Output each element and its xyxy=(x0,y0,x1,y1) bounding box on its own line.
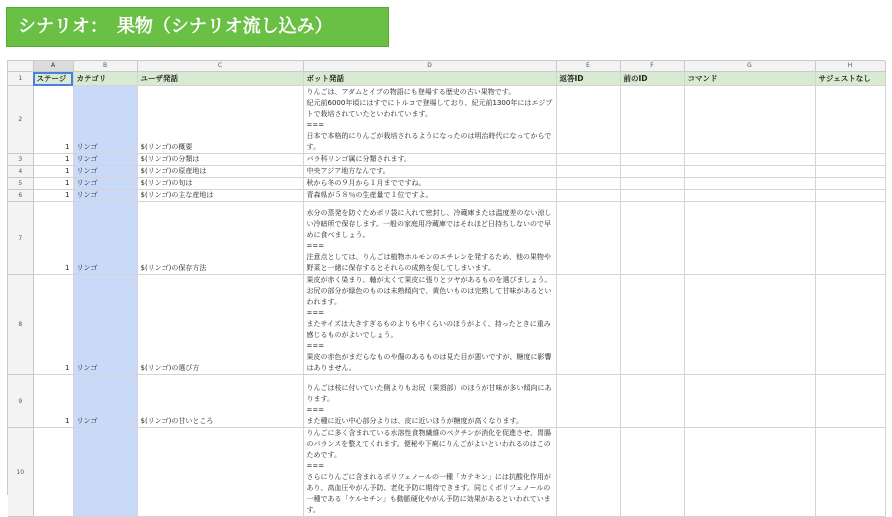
row-number[interactable]: 2 xyxy=(8,86,33,154)
bot-utterance-cell[interactable]: バラ科リンゴ属に分類されます。 xyxy=(303,154,556,166)
column-header-g[interactable]: G xyxy=(684,61,815,72)
previous-id-cell[interactable] xyxy=(620,190,684,202)
no-suggest-cell[interactable] xyxy=(815,190,885,202)
reply-id-cell[interactable] xyxy=(556,428,620,517)
category-cell[interactable]: リンゴ xyxy=(73,154,137,166)
reply-id-cell[interactable] xyxy=(556,86,620,154)
header-cell-bot-utterance[interactable]: ボット発話 xyxy=(303,72,556,86)
column-header-f[interactable]: F xyxy=(620,61,684,72)
bot-utterance-cell[interactable]: 水分の蒸発を防ぐためポリ袋に入れて密封し、冷蔵庫または温度差のない涼しい冷暗所で保存します。一般の家庭用冷蔵庫ではそれほど日持ちしないので早めに食べましょう。 === 注意点としては、りんごは植物ホルモンのエチレンを発するため、他の果物や野菜と一緒に保存するとそれらの成熟を促してしまいます。 xyxy=(303,202,556,275)
stage-cell[interactable]: 1 xyxy=(33,154,73,166)
user-utterance-cell[interactable]: $(リンゴ)の甘いところ xyxy=(137,375,303,428)
header-cell-command[interactable]: コマンド xyxy=(684,72,815,86)
stage-cell[interactable]: 1 xyxy=(33,86,73,154)
stage-cell[interactable]: 1 xyxy=(33,202,73,275)
row-number[interactable]: 8 xyxy=(8,275,33,375)
previous-id-cell[interactable] xyxy=(620,275,684,375)
column-header-e[interactable]: E xyxy=(556,61,620,72)
no-suggest-cell[interactable] xyxy=(815,86,885,154)
header-cell-reply-id[interactable]: 返答ID xyxy=(556,72,620,86)
row-number[interactable]: 1 xyxy=(8,72,33,86)
previous-id-cell[interactable] xyxy=(620,202,684,275)
no-suggest-cell[interactable] xyxy=(815,275,885,375)
category-cell[interactable]: リンゴ xyxy=(73,375,137,428)
user-utterance-cell[interactable]: $(リンゴ)の分類は xyxy=(137,154,303,166)
no-suggest-cell[interactable] xyxy=(815,166,885,178)
command-cell[interactable] xyxy=(684,275,815,375)
bot-utterance-cell[interactable]: 果皮が赤く染まり、軸が太くて果皮に張りとツヤがあるものを選びましょう。お尻の部分が緑色のものは未熟傾向で、黄色いものは完熟して甘味があるといわれます。 === またサイズは大きすぎるものよりも中くらいのほうがよく、持ったときに重み感じるものがよいでしょう。 === 果皮の赤色がまだらなものや傷のあるものは見た目が悪いですが、糖度に影響はありません。 xyxy=(303,275,556,375)
stage-cell[interactable]: 1 xyxy=(33,375,73,428)
command-cell[interactable] xyxy=(684,375,815,428)
bot-utterance-cell[interactable]: りんごは枝に付いていた側よりもお尻（果頂部）のほうが甘味が多い傾向にあります。 === また種に近い中心部分よりは、皮に近いほうが糖度が高くなります。 xyxy=(303,375,556,428)
bot-utterance-cell[interactable]: りんごは、アダムとイブの物語にも登場する歴史の古い果物です。 紀元前6000年頃にはすでにトルコで登場しており、紀元前1300年にはエジプトで栽培されていたといわれています。 === 日本で本格的にりんごが栽培されるようになったのは明治時代になってからです。 xyxy=(303,86,556,154)
reply-id-cell[interactable] xyxy=(556,190,620,202)
user-utterance-cell[interactable]: $(リンゴ)の原産地は xyxy=(137,166,303,178)
stage-cell[interactable]: 1 xyxy=(33,190,73,202)
spreadsheet-grid[interactable] xyxy=(7,60,885,514)
table-row xyxy=(8,86,885,154)
reply-id-cell[interactable] xyxy=(556,166,620,178)
command-cell[interactable] xyxy=(684,190,815,202)
category-cell[interactable] xyxy=(73,428,137,517)
command-cell[interactable] xyxy=(684,178,815,190)
header-cell-user-utterance[interactable]: ユーザ発話 xyxy=(137,72,303,86)
stage-cell[interactable]: 1 xyxy=(33,166,73,178)
command-cell[interactable] xyxy=(684,202,815,275)
header-cell-stage[interactable]: ステージ xyxy=(33,72,73,86)
table-row xyxy=(8,166,885,178)
stage-cell[interactable]: 1 xyxy=(33,178,73,190)
header-cell-no-suggest[interactable]: サジェストなし xyxy=(815,72,885,86)
command-cell[interactable] xyxy=(684,86,815,154)
previous-id-cell[interactable] xyxy=(620,375,684,428)
column-header-d[interactable]: D xyxy=(303,61,556,72)
command-cell[interactable] xyxy=(684,166,815,178)
column-header-h[interactable]: H xyxy=(815,61,885,72)
table-row xyxy=(8,428,885,517)
row-number[interactable]: 9 xyxy=(8,375,33,428)
header-cell-previous-id[interactable]: 前のID xyxy=(620,72,684,86)
previous-id-cell[interactable] xyxy=(620,154,684,166)
select-all-corner[interactable] xyxy=(8,61,33,72)
row-number[interactable]: 3 xyxy=(8,154,33,166)
stage-cell[interactable] xyxy=(33,428,73,517)
header-row xyxy=(8,72,885,86)
stage-cell[interactable]: 1 xyxy=(33,275,73,375)
category-cell[interactable]: リンゴ xyxy=(73,190,137,202)
user-utterance-cell[interactable]: $(リンゴ)の保存方法 xyxy=(137,202,303,275)
user-utterance-cell[interactable]: $(リンゴ)の選び方 xyxy=(137,275,303,375)
banner-title: シナリオ： 果物（シナリオ流し込み） xyxy=(18,16,333,37)
command-cell[interactable] xyxy=(684,428,815,517)
table-row xyxy=(8,178,885,190)
bot-utterance-cell[interactable]: 中央アジア地方なんです。 xyxy=(303,166,556,178)
reply-id-cell[interactable] xyxy=(556,178,620,190)
table-row xyxy=(8,190,885,202)
no-suggest-cell[interactable] xyxy=(815,428,885,517)
table-row xyxy=(8,275,885,375)
no-suggest-cell[interactable] xyxy=(815,154,885,166)
table-row xyxy=(8,375,885,428)
category-cell[interactable]: リンゴ xyxy=(73,166,137,178)
category-cell[interactable]: リンゴ xyxy=(73,86,137,154)
user-utterance-cell[interactable] xyxy=(137,428,303,517)
scenario-banner xyxy=(6,7,389,47)
no-suggest-cell[interactable] xyxy=(815,375,885,428)
column-header-c[interactable]: C xyxy=(137,61,303,72)
row-number[interactable]: 5 xyxy=(8,178,33,190)
reply-id-cell[interactable] xyxy=(556,275,620,375)
user-utterance-cell[interactable]: $(リンゴ)の旬は xyxy=(137,178,303,190)
previous-id-cell[interactable] xyxy=(620,428,684,517)
no-suggest-cell[interactable] xyxy=(815,202,885,275)
scenario-table xyxy=(8,61,886,517)
user-utterance-cell[interactable]: $(リンゴ)の主な産地は xyxy=(137,190,303,202)
bot-utterance-cell[interactable]: 秋から冬の９月から１月までですね。 xyxy=(303,178,556,190)
table-row xyxy=(8,154,885,166)
no-suggest-cell[interactable] xyxy=(815,178,885,190)
bot-utterance-cell[interactable]: 青森県が５８％の生産量で１位ですよ。 xyxy=(303,190,556,202)
row-number[interactable]: 10 xyxy=(8,428,33,517)
reply-id-cell[interactable] xyxy=(556,202,620,275)
reply-id-cell[interactable] xyxy=(556,154,620,166)
column-header-b[interactable]: B xyxy=(73,61,137,72)
table-row xyxy=(8,202,885,275)
previous-id-cell[interactable] xyxy=(620,166,684,178)
user-utterance-cell[interactable]: $(リンゴ)の概要 xyxy=(137,86,303,154)
column-header-row xyxy=(8,61,885,72)
category-cell[interactable]: リンゴ xyxy=(73,178,137,190)
column-header-a[interactable]: A xyxy=(33,61,73,72)
category-cell[interactable]: リンゴ xyxy=(73,275,137,375)
row-number[interactable]: 7 xyxy=(8,202,33,275)
bot-utterance-cell[interactable]: りんごに多く含まれている水溶性食物繊維のペクチンが消化を促進させ、胃腸のバランスを整えてくれます。便秘や下痢にりんごがよいといわれるのはこのためです。 === さらにりんごに含まれるポリフェノールの一種「カテキン」には抗酸化作用があり、高血圧やがん予防、老化予防に期待できます。同じくポリフェノールの一種である「ケルセチン」も動脈硬化やがん予防に効果があるといわれています。 xyxy=(303,428,556,517)
row-number[interactable]: 4 xyxy=(8,166,33,178)
reply-id-cell[interactable] xyxy=(556,375,620,428)
command-cell[interactable] xyxy=(684,154,815,166)
previous-id-cell[interactable] xyxy=(620,86,684,154)
previous-id-cell[interactable] xyxy=(620,178,684,190)
row-number[interactable]: 6 xyxy=(8,190,33,202)
category-cell[interactable]: リンゴ xyxy=(73,202,137,275)
header-cell-category[interactable]: カテゴリ xyxy=(73,72,137,86)
